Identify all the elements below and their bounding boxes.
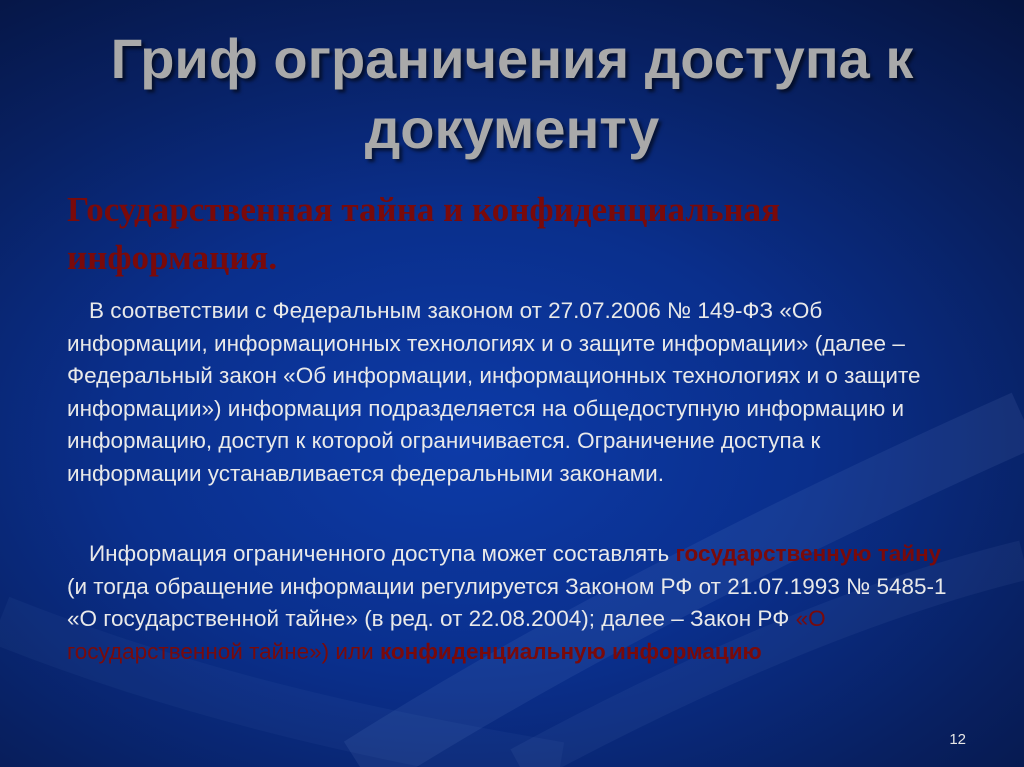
paragraph-text: (и тогда обращение информации регулируется Законом РФ от 21.07.1993 № 5485-1 «О государственной тайне» (в ред. от 22.08.2004); далее – Закон РФ xyxy=(67,573,947,631)
body-paragraph-federal-law: В соответствии с Федеральным законом от 27.07.2006 № 149-ФЗ «Об информации, информационных технологиях и о защите информации» (далее – Федеральный закон «Об информации, информационных технологиях и о защите информации») информация подразделяется на общедоступную информацию и информацию, доступ к которой ограничивается. Ограничение доступа к информации устанавливается федеральными законами. xyxy=(67,298,921,486)
highlight-confidential-info: конфиденциальную информацию xyxy=(379,638,762,664)
highlight-state-secret: государственную тайну xyxy=(675,541,942,566)
slide-number: 12 xyxy=(949,731,966,748)
highlight-state-secret-law: «О государственной тайне») или xyxy=(67,606,826,664)
slide-title: Гриф ограничения доступа к документу xyxy=(110,27,914,160)
slide-subtitle: Государственная тайна и конфиденциальная информация. xyxy=(67,190,781,277)
body-paragraph-restricted-info xyxy=(67,538,947,668)
paragraph-text: Информация ограниченного доступа может составлять xyxy=(89,541,676,566)
